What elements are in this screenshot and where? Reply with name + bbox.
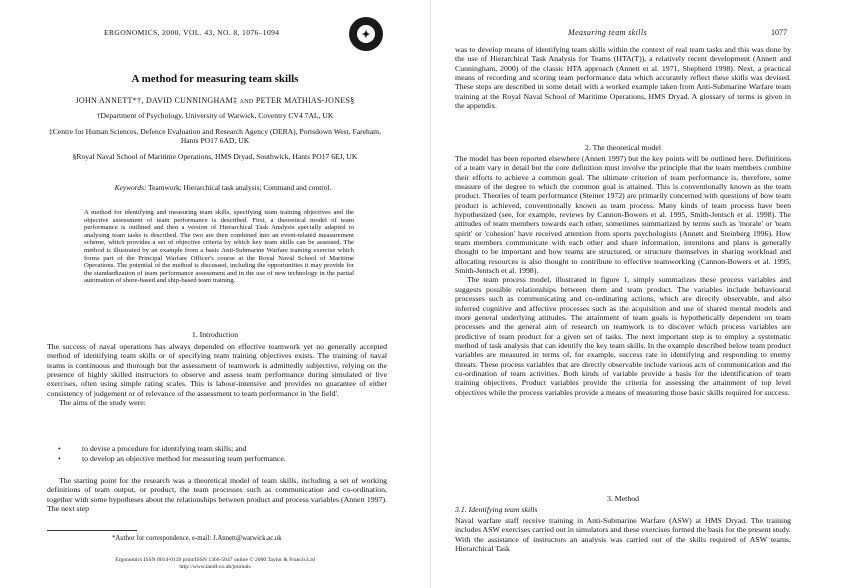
method-paragraph: Naval warfare staff receive training in Anti-Submarine Warfare (ASW) at HMS Dryad. The training includes ASW exercises carried out in simulators and these exercises formed the basis for the present study. With the assistance of instructors an analysis was carried out of the skills required of ASW teams. Hierarchical Task <box>455 516 791 554</box>
logo-emblem-icon: ✦ <box>355 23 377 45</box>
model-paragraph-2: The team process model, illustrated in figure 1, simply summarizes these process variables and suggests possible relationships between them and team product. The variables include behavioural processes such as communicating and co-ordinating actions, which are directly observable, and also inferred cognitive and affective processes such as the acquisition and use of shared mental models and more general underlying attitudes. The attainment of team goals is hypothetically dependent on team processes and the general aim of research on teamwork is to discover which process variables are predictive of team product for a given set of tasks. The next important step is to employ a systematic method of task analysis that can identify the key team skills. In the example described below team product variables are measured in terms of, for example, success rate in identifying and responding to enemy threats. These process variables that are directly observable include various acts of communication and the co-ordination of team activities. Both kinds of variable provide a basis for the identification of team training objectives. Product variables provide the criteria for assessing the attainment of top level objectives while the process variables provide a means of measuring those basic skills required for success. <box>455 275 791 397</box>
keywords <box>58 183 388 192</box>
footnote-rule <box>47 530 137 531</box>
keywords-text: Teamwork; Hierarchical task analysis; Command and control. <box>148 183 332 192</box>
affiliation-2: ‡Centre for Human Sciences, Defence Evaluation and Research Agency (DERA), Portsdown West, Fareham, Hants PO17 6AD, UK <box>48 127 381 145</box>
section-3-body <box>455 516 791 553</box>
left-running-head: ERGONOMICS, 2000, VOL. 43, NO. 8, 1076–1094 <box>104 28 280 37</box>
article-title: A method for measuring team skills <box>131 73 299 85</box>
section-2-body <box>455 154 791 397</box>
intro-paragraph-1: The success of naval operations has always depended on effective teamwork yet no generally accepted method of identifying team skills or of specifying team training objectives exists. The training of naval teams is continuous and thorough but the assessment of teamwork is admittedly subjective, relying on the presence of highly skilled instructors to observe and assess team performance during simulated or live exercises, often using simple rating scales. This is labour-intensive and provides no guarantee of either consistency of judgement or of relevance of the assessment to team performance in 'the field'. <box>47 342 387 398</box>
aims-list <box>58 444 368 464</box>
keywords-label: Keywords: <box>114 183 147 192</box>
page-footer <box>0 557 430 570</box>
publisher-logo <box>349 17 383 51</box>
intro-paragraph-2: The aims of the study were: <box>59 398 146 408</box>
bullet-icon: • <box>58 454 61 463</box>
list-item <box>58 444 368 454</box>
subsection-3-1-title: 3.1. Identifying team skills <box>455 505 538 514</box>
footer-line-1: Ergonomics ISSN 0014-0139 print/ISSN 1366-5847 online © 2000 Taylor & Francis Ltd <box>115 557 315 563</box>
closing-body <box>47 476 387 513</box>
page-number: 1077 <box>771 28 787 37</box>
right-running-head: Measuring team skills <box>568 28 648 37</box>
right-page <box>430 0 844 588</box>
section-2-title: 2. The theoretical model <box>584 143 662 152</box>
section-3-title: 3. Method <box>606 494 640 503</box>
opening-paragraph: was to develop means of identifying team skills within the context of real team tasks and this was done by the use of Hierarchical Task Analysis for Teams (HTA(T)), a relatively recent development (Annett and Cunningham, 2000) of the classic HTA approach (Annett et al. 1971, Shepherd 1998). Next, a practical means of recording and scoring team performance data which accurately reflect these skills was devised. These steps are described in some detail with a worked example taken from Anti-Submarine Warfare team training at the Royal Naval School of Maritime Operations, HMS Dryad. A glossary of terms is given in the appendix. <box>455 45 791 111</box>
section-1-title: 1. Introduction <box>191 330 239 339</box>
aim-2: to develop an objective method for measuring team performance. <box>82 454 286 463</box>
introduction-body <box>47 342 387 407</box>
bullet-icon: • <box>58 444 61 453</box>
list-item <box>58 454 368 464</box>
model-paragraph-1: The model has been reported elsewhere (Annett 1997) but the key points will be outlined here. Definitions of a team vary in detail but the core definition must involve the principle that the team members combine their efforts to achieve a common goal. The ultimate criterion of team performance is, therefore, some measure of the degree to which the common goal is attained. This is conventionally known as the team product. Theories of team performance (Steiner 1972) are primarily concerned with questions of how team product is achieved, conventionally known as team process. Many kinds of team process have been hypothesized (see, for example, reviews by Cannon-Bowers et al. 1995, Smith-Jentsch et al. 1998). The attitudes of team members towards each other, sometimes summarized by terms such as 'morale' or 'team spirit' or 'cohesion' have received attention from sports psychologists (Annett and Steinberg 1996). How team members communicate with each other and share information, intentions and plans is generally thought to be important and how teams are structured, or structure themselves in sharing workload and allocating resources is also thought to contribute to effective teamworking (Cannon-Bowers et al. 1995, Smith-Jentsch et al. 1998). <box>455 154 791 276</box>
affiliation-3: §Royal Naval School of Maritime Operations, HMS Dryad, Southwick, Hants PO17 6EJ, UK <box>72 152 358 161</box>
correspondence-footnote: *Author for correspondence. e-mail: J.Annett@warwick.ac.uk <box>112 535 282 542</box>
affiliation-1: †Department of Psychology, University of Warwick, Coventry CV4 7AL, UK <box>96 111 334 120</box>
aim-1: to devise a procedure for identifying team skills; and <box>82 444 247 453</box>
footer-line-2: http://www.tandf.co.uk/journals <box>179 563 251 570</box>
opening-body <box>455 45 791 110</box>
author-list: JOHN ANNETT*†, DAVID CUNNINGHAM‡ and PETER MATHIAS-JONES§ <box>75 96 355 105</box>
closing-paragraph: The starting point for the research was a theoretical model of team skills, including a set of working definitions of team output, or product, the team processes such as communication and co-ordination, together with some hypotheses about the relationships between product and process variables (Annett 1997). The next step <box>47 476 387 514</box>
abstract: A method for identifying and measuring team skills, specifying team training objectives and the objective assessment of team performance is described. First, a theoretical model of team performance is outlined and then a version of Hierarchical Task Analysis specially adapted to analysing team tasks is described. The two are then combined into an event-related measurement scheme, which provides a set of objective criteria by which key team skills can be assessed. The method is illustrated by an example from a basic Anti-Submarine Warfare training exercise which forms part of the Principal Warfare Officer's course at the Royal Naval School of Maritime Operations. The potential of the method is discussed, including the opportunities it may provide for the standardization of team performance assessment and in the use of new technology in the partial automation of shore-based and ship-based team training. <box>84 209 354 285</box>
